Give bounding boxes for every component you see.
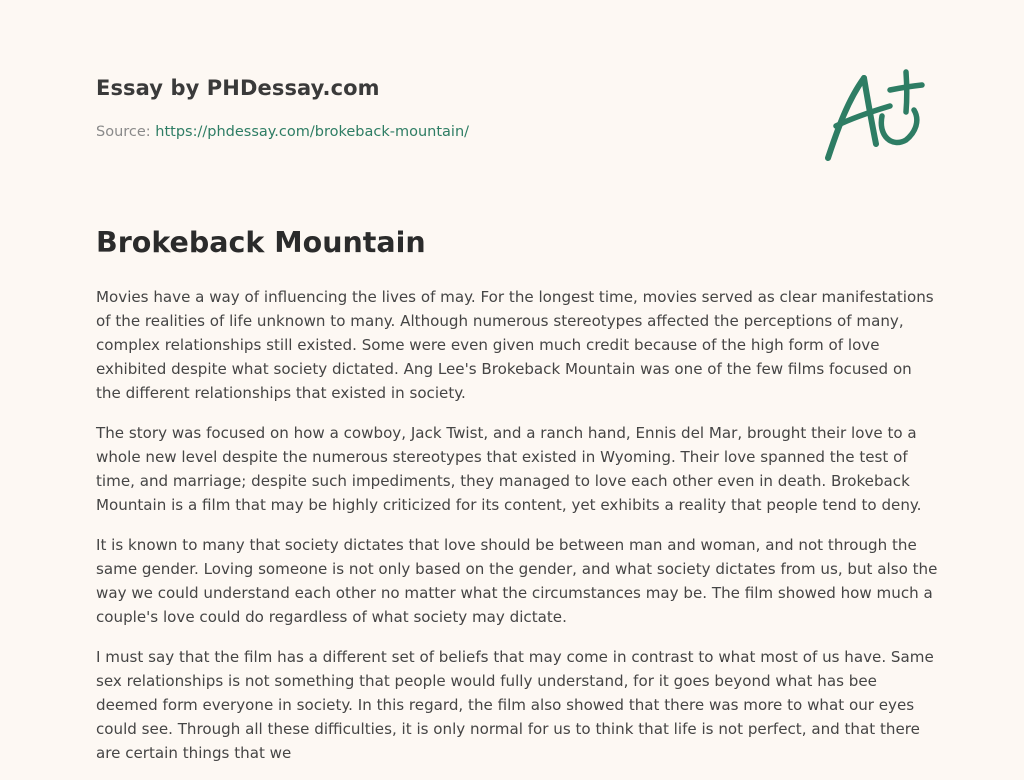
- source-line: [96, 124, 469, 140]
- source-link[interactable]: https://phdessay.com/brokeback-mountain/: [155, 124, 470, 140]
- essay-paragraph-2: The story was focused on how a cowboy, Jack Twist, and a ranch hand, Ennis del Mar, brought their love to a whole new level despite the numerous stereotypes that existed in Wyoming. Their love spanned the test of time, and marriage; despite such impediments, they managed to love each other even in death. Brokeback Mountain is a film that may be highly criticized for its content, yet exhibits a reality that people tend to deny.: [96, 424, 922, 514]
- essay-title: Brokeback Mountain: [96, 226, 426, 259]
- site-title: Essay by PHDessay.com: [96, 76, 380, 100]
- essay-body: [96, 285, 938, 780]
- essay-paragraph-3: It is known to many that society dictates that love should be between man and woman, and not through the same gender. Loving someone is not only based on the gender, and what society dictates from us, but also the way we could understand each other no matter what the circumstances may be. The film showed how much a couple's love could do regardless of what society may dictate.: [96, 536, 938, 626]
- source-label: Source:: [96, 124, 156, 140]
- essay-paragraph-1: Movies have a way of influencing the lives of may. For the longest time, movies served as clear manifestations of the realities of life unknown to many. Although numerous stereotypes affected the perceptions of many, complex relationships still existed. Some were even given much credit because of the high form of love exhibited despite what society dictated. Ang Lee's Brokeback Mountain was one of the few films focused on the different relationships that existed in society.: [96, 288, 934, 402]
- a-plus-logo-icon: [818, 66, 930, 166]
- essay-paragraph-4: I must say that the film has a different set of beliefs that may come in contrast to what most of us have. Same sex relationships is not something that people would fully understand, for it goes beyond what has bee deemed form everyone in society. In this regard, the film also showed that there was more to what our eyes could see. Through all these difficulties, it is only normal for us to think that life is not perfect, and that there are certain things that we: [96, 648, 934, 762]
